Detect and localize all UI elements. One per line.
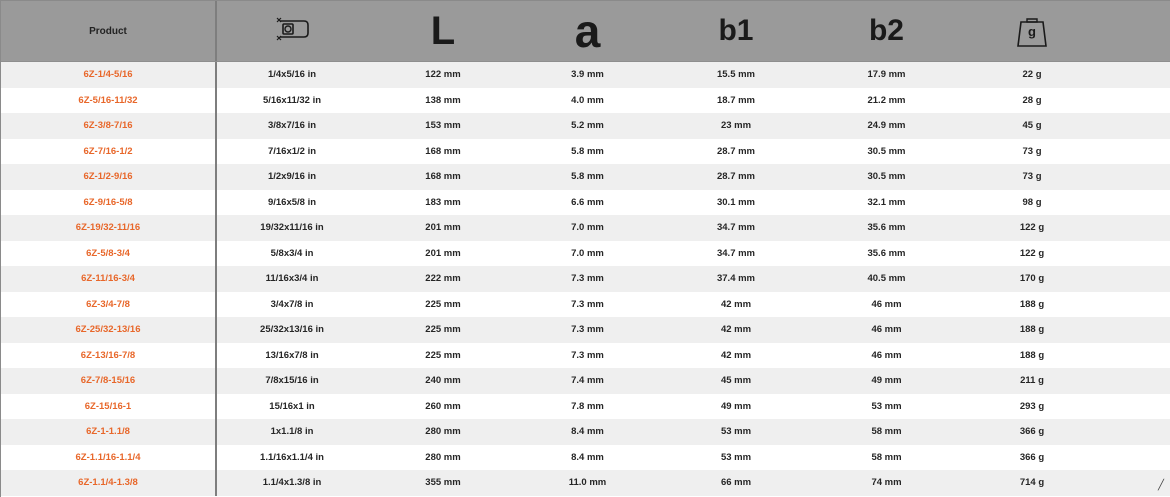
header-product: [1, 1, 217, 61]
product-cell[interactable]: 6Z-1/4-5/16: [1, 62, 217, 88]
table-row: [1, 88, 1170, 114]
length-cell: 201 mm: [425, 222, 461, 234]
a-cell: 7.0 mm: [571, 222, 604, 234]
size-cell: 7/16x1/2 in: [267, 145, 317, 157]
length-cell: 138 mm: [425, 94, 461, 106]
table-row: [1, 343, 1170, 369]
weight-cell: 366 g: [1019, 426, 1045, 438]
b1-cell: 53 mm: [720, 426, 752, 438]
length-cell: 260 mm: [425, 400, 461, 412]
product-cell[interactable]: 6Z-7/16-1/2: [1, 139, 217, 165]
b1-cell: 45 mm: [720, 375, 752, 387]
a-cell: 11.0 mm: [568, 477, 607, 489]
length-cell: 355 mm: [425, 477, 461, 489]
length-cell: 225 mm: [425, 298, 461, 310]
a-cell: 7.0 mm: [571, 247, 604, 259]
table-row: [1, 394, 1170, 420]
weight-cell: 122 g: [1019, 247, 1045, 259]
weight-cell: 714 g: [1019, 477, 1045, 489]
length-cell: 280 mm: [425, 426, 461, 438]
table-row: [1, 215, 1170, 241]
b2-cell: 21.2 mm: [867, 94, 906, 106]
length-cell: 168 mm: [425, 145, 461, 157]
b1-cell: 34.7 mm: [716, 222, 756, 234]
header-b1: [656, 1, 816, 61]
a-cell: 6.6 mm: [571, 196, 604, 208]
product-cell[interactable]: 6Z-13/16-7/8: [1, 343, 217, 369]
b2-cell: 24.9 mm: [867, 120, 906, 132]
weight-cell: 188 g: [1019, 324, 1045, 336]
length-cell: 201 mm: [425, 247, 461, 259]
a-cell: 5.2 mm: [571, 120, 604, 132]
product-cell[interactable]: 6Z-19/32-11/16: [1, 215, 217, 241]
a-cell: 7.3 mm: [571, 324, 604, 336]
weight-cell: 211 g: [1020, 375, 1044, 387]
a-cell: 8.4 mm: [571, 451, 604, 463]
length-cell: 183 mm: [425, 196, 461, 208]
size-cell: 7/8x15/16 in: [265, 375, 319, 387]
product-cell[interactable]: 6Z-1/2-9/16: [1, 164, 217, 190]
weight-cell: 188 g: [1019, 298, 1045, 310]
size-cell: 1/4x5/16 in: [267, 69, 317, 81]
size-cell: 9/16x5/8 in: [267, 196, 317, 208]
a-cell: 7.3 mm: [571, 273, 604, 285]
product-cell[interactable]: 6Z-1.1/16-1.1/4: [1, 445, 217, 471]
size-cell: 15/16x1 in: [269, 400, 315, 412]
b1-cell: 42 mm: [720, 324, 752, 336]
table-row: [1, 62, 1170, 88]
table-row: [1, 317, 1170, 343]
b1-cell: 37.4 mm: [716, 273, 756, 285]
weight-cell: 22 g: [1022, 69, 1042, 81]
a-cell: 3.9 mm: [571, 69, 604, 81]
b1-cell: 42 mm: [720, 349, 752, 361]
product-cell[interactable]: 6Z-3/4-7/8: [1, 292, 217, 318]
table-row: [1, 190, 1170, 216]
b1-cell: 23 mm: [720, 120, 752, 132]
b2-cell: 46 mm: [871, 324, 902, 336]
b2-cell: 74 mm: [871, 477, 902, 489]
b1-cell: 18.7 mm: [716, 94, 756, 106]
b2-cell: 46 mm: [871, 298, 902, 310]
size-cell: 1x1.1/8 in: [270, 426, 314, 438]
table-row: [1, 292, 1170, 318]
b2-cell: 30.5 mm: [867, 145, 906, 157]
header-b2-label: b2: [868, 14, 904, 47]
b2-cell: 35.6 mm: [867, 222, 906, 234]
table-body: [1, 62, 1170, 496]
weight-cell: 170 g: [1019, 273, 1045, 285]
product-cell[interactable]: 6Z-1-1.1/8: [1, 419, 217, 445]
length-cell: 225 mm: [425, 349, 461, 361]
header-length: [367, 1, 519, 61]
b2-cell: 30.5 mm: [867, 171, 906, 183]
table-row: [1, 419, 1170, 445]
b2-cell: 49 mm: [871, 375, 902, 387]
b1-cell: 28.7 mm: [716, 171, 756, 183]
size-cell: 3/4x7/8 in: [270, 298, 314, 310]
product-cell[interactable]: 6Z-9/16-5/8: [1, 190, 217, 216]
header-b2: [816, 1, 957, 61]
b1-cell: 42 mm: [720, 298, 752, 310]
b1-cell: 28.7 mm: [716, 145, 756, 157]
weight-cell: 45 g: [1022, 120, 1042, 132]
size-cell: 25/32x13/16 in: [260, 324, 324, 336]
b1-cell: 30.1 mm: [716, 196, 756, 208]
b2-cell: 53 mm: [871, 400, 902, 412]
header-weight: [957, 1, 1107, 61]
weight-cell: 122 g: [1019, 222, 1045, 234]
header-a: [519, 1, 656, 61]
a-cell: 7.3 mm: [571, 298, 604, 310]
b1-cell: 15.5 mm: [716, 69, 756, 81]
product-cell[interactable]: 6Z-5/16-11/32: [1, 88, 217, 114]
b1-cell: 53 mm: [720, 451, 752, 463]
weight-cell: 293 g: [1019, 400, 1045, 412]
table-row: [1, 164, 1170, 190]
length-cell: 225 mm: [425, 324, 461, 336]
table-header: [1, 1, 1170, 62]
weight-cell: 98 g: [1022, 196, 1042, 208]
socket-drive-icon: [274, 15, 310, 48]
b2-cell: 58 mm: [871, 451, 902, 463]
size-cell: 5/8x3/4 in: [270, 247, 314, 259]
product-cell[interactable]: 6Z-7/8-15/16: [1, 368, 217, 394]
b2-cell: 32.1 mm: [867, 196, 906, 208]
header-length-label: L: [430, 9, 456, 53]
a-cell: 4.0 mm: [571, 94, 604, 106]
a-cell: 8.4 mm: [571, 426, 604, 438]
b2-cell: 40.5 mm: [867, 273, 906, 285]
product-cell[interactable]: 6Z-15/16-1: [1, 394, 217, 420]
size-cell: 1.1/16x1.1/4 in: [260, 451, 324, 463]
table-row: [1, 445, 1170, 471]
weight-cell: 366 g: [1019, 451, 1045, 463]
product-cell[interactable]: 6Z-25/32-13/16: [1, 317, 217, 343]
header-product-label: Product: [89, 25, 127, 37]
header-size: [217, 1, 367, 61]
length-cell: 222 mm: [425, 273, 461, 285]
b2-cell: 35.6 mm: [867, 247, 906, 259]
size-cell: 13/16x7/8 in: [265, 349, 319, 361]
size-cell: 19/32x11/16 in: [260, 222, 324, 234]
weight-cell: 28 g: [1022, 94, 1042, 106]
weight-icon: [1015, 13, 1049, 49]
a-cell: 7.8 mm: [571, 400, 604, 412]
product-cell[interactable]: 6Z-3/8-7/16: [1, 113, 217, 139]
product-cell[interactable]: 6Z-11/16-3/4: [1, 266, 217, 292]
b2-cell: 17.9 mm: [867, 69, 906, 81]
table-row: [1, 113, 1170, 139]
weight-cell: 73 g: [1022, 171, 1042, 183]
length-cell: 280 mm: [425, 451, 461, 463]
table-row: [1, 470, 1170, 496]
table-row: [1, 139, 1170, 165]
b1-cell: 34.7 mm: [716, 247, 756, 259]
table-row: [1, 241, 1170, 267]
size-cell: 11/16x3/4 in: [265, 273, 319, 285]
weight-cell: 188 g: [1019, 349, 1045, 361]
size-cell: 3/8x7/16 in: [267, 120, 317, 132]
weight-unit-label: g: [1028, 24, 1036, 39]
a-cell: 5.8 mm: [571, 145, 604, 157]
b1-cell: 66 mm: [720, 477, 752, 489]
length-cell: 153 mm: [425, 120, 461, 132]
weight-cell: 73 g: [1022, 145, 1042, 157]
size-cell: 1/2x9/16 in: [267, 171, 317, 183]
a-cell: 7.4 mm: [571, 375, 604, 387]
resize-grip-icon[interactable]: ╱: [1158, 480, 1165, 491]
b1-cell: 49 mm: [720, 400, 752, 412]
size-cell: 5/16x11/32 in: [262, 94, 322, 106]
table-row: [1, 266, 1170, 292]
header-a-label: a: [574, 5, 601, 57]
table-row: [1, 368, 1170, 394]
length-cell: 168 mm: [425, 171, 461, 183]
product-cell[interactable]: 6Z-5/8-3/4: [1, 241, 217, 267]
length-cell: 240 mm: [425, 375, 461, 387]
product-cell[interactable]: 6Z-1.1/4-1.3/8: [1, 470, 217, 496]
a-cell: 5.8 mm: [571, 171, 604, 183]
length-cell: 122 mm: [425, 69, 461, 81]
b2-cell: 46 mm: [871, 349, 902, 361]
b2-cell: 58 mm: [871, 426, 902, 438]
header-b1-label: b1: [718, 14, 754, 47]
size-cell: 1.1/4x1.3/8 in: [262, 477, 322, 489]
a-cell: 7.3 mm: [571, 349, 604, 361]
